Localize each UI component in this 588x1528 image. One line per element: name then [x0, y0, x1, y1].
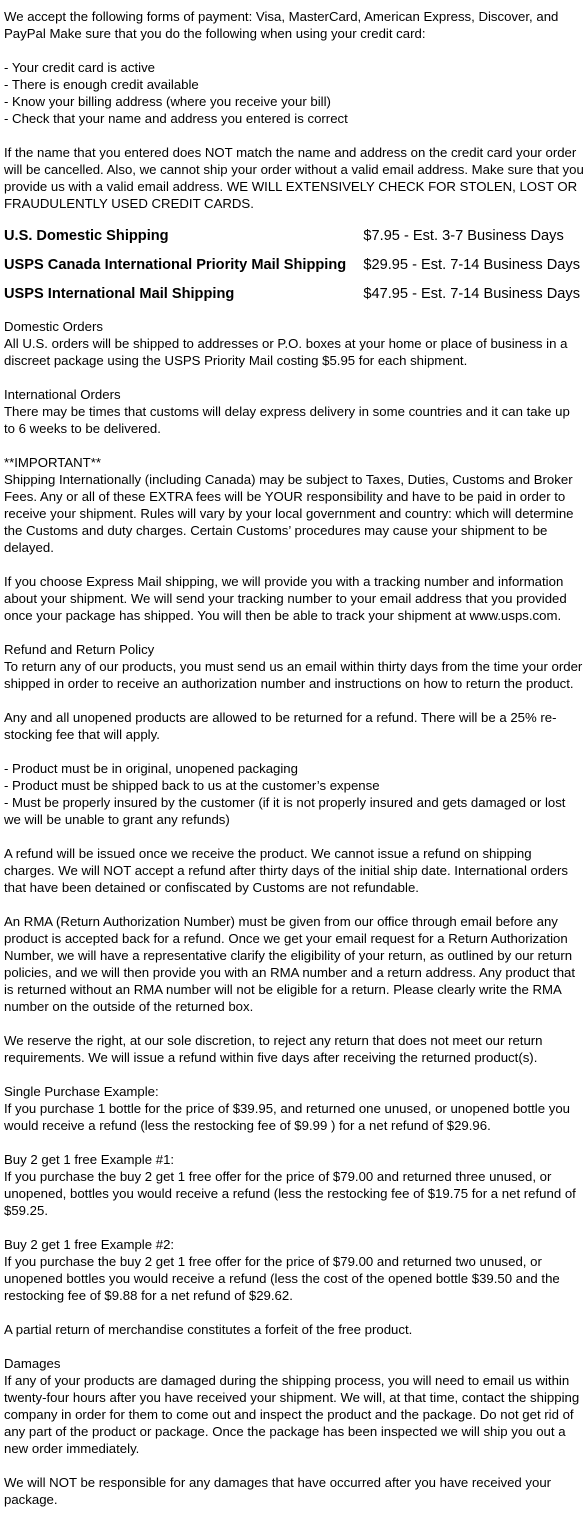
important-notice-section: **IMPORTANT** Shipping Internationally (including Canada) may be subject to Taxes, Duties, Customs and Broker Fees. Any or all of these EXTRA fees will be YOUR responsibility and have to be paid in order to receive your shipment. Rules will vary by your local government and country: which will determine the Customs and duty charges. Certain Customs’ procedures may cause your shipment to be delayed.: [4, 455, 574, 555]
express-mail-paragraph: If you choose Express Mail shipping, we will provide you with a tracking number and information about your shipment. We will send your tracking number to your email address that you provided once your package has shipped. You will then be able to track your shipment at www.usps.com.: [4, 574, 567, 623]
shipping-service-name: U.S. Domestic Shipping: [4, 228, 169, 244]
buy-2-get-1-example-1: Buy 2 get 1 free Example #1: If you purchase the buy 2 get 1 free offer for the price of $79.00 and returned three unused, or unopened, bottles you would receive a refund (less the restocking fee of $19.75 for a net refund of $59.25.: [4, 1152, 576, 1218]
partial-return-paragraph: A partial return of merchandise constitutes a forfeit of the free product.: [4, 1322, 413, 1337]
domestic-orders-section: Domestic Orders All U.S. orders will be shipped to addresses or P.O. boxes at your home or place of business in a discreet package using the USPS Priority Mail costing $5.95 for each shipment.: [4, 319, 568, 368]
single-purchase-example: Single Purchase Example: If you purchase 1 bottle for the price of $39.95, and returned one unused, or unopened bottle you would receive a refund (less the restocking fee of $9.99 ) for a net refund of $29.96.: [4, 1084, 570, 1133]
rma-paragraph: An RMA (Return Authorization Number) must be given from our office through email before any product is accepted back for a refund. Once we get your email request for a Return Authorization Number, we will have a representative clarify the eligibility of your return, as outlined by our return policies, and we will then provide you with an RMA number and a return address. Any product that is returned without an RMA number will not be eligible for a return. Please clearly write the RMA number on the outside of the returned box.: [4, 914, 576, 1014]
shipping-price: $47.95 - Est. 7-14 Business Days: [363, 286, 580, 302]
shipping-rates-table: [2, 222, 582, 309]
credit-card-checklist: - Your credit card is active - There is enough credit available - Know your billing address (where you receive your bill) - Check that your name and address you entered is correct: [4, 60, 348, 126]
shipping-service-name: USPS Canada International Priority Mail Shipping: [4, 257, 347, 273]
return-conditions-list: - Product must be in original, unopened packaging - Product must be shipped back to us at the customer’s expense - Must be properly insured by the customer (if it is not properly insured and gets damaged or lost we will be unable to grant any refunds): [4, 761, 566, 827]
order-cancellation-warning: If the name that you entered does NOT match the name and address on the credit card your order will be cancelled. Also, we cannot ship your order without a valid email address. Make sure that you provide us with a valid email address. WE WILL EXTENSIVELY CHECK FOR STOLEN, LOST OR FRAUDULENTLY USED CREDIT CARDS.: [4, 145, 584, 211]
international-orders-section: International Orders There may be times that customs will delay express delivery in some countries and it can take up to 6 weeks to be delivered.: [4, 387, 570, 436]
reserve-right-paragraph: We reserve the right, at our sole discretion, to reject any return that does not meet our return requirements. We will issue a refund within five days after receiving the returned product(s).: [4, 1033, 543, 1065]
shipping-row-domestic: [2, 222, 582, 251]
shipping-row-canada: [2, 251, 582, 280]
buy-2-get-1-example-2: Buy 2 get 1 free Example #2: If you purchase the buy 2 get 1 free offer for the price of $79.00 and returned two unused, or unopened bottles you would receive a refund (less the cost of the opened bottle $39.50 and the restocking fee of $9.88 for a net refund of $29.62.: [4, 1237, 560, 1303]
shipping-price: $7.95 - Est. 3-7 Business Days: [363, 228, 564, 244]
unopened-products-paragraph: Any and all unopened products are allowed to be returned for a refund. There will be a 25% re-stocking fee that will apply.: [4, 710, 557, 742]
refund-return-policy-section: Refund and Return Policy To return any of our products, you must send us an email within thirty days from the time your order shipped in order to receive an authorization number and instructions on how to return the product.: [4, 642, 583, 691]
not-responsible-paragraph: We will NOT be responsible for any damages that have occurred after you have received your package.: [4, 1475, 552, 1507]
damages-section: Damages If any of your products are damaged during the shipping process, you will need to email us within twenty-four hours after you have received your shipment. We will, at that time, contact the shipping company in order for them to come out and inspect the product and the package. Do not get rid of any part of the product or package. Once the package has been inspected we will ship you out a new order immediately.: [4, 1356, 580, 1456]
shipping-service-name: USPS International Mail Shipping: [4, 286, 235, 302]
payment-methods-paragraph: We accept the following forms of payment: Visa, MasterCard, American Express, Discover, and PayPal Make sure that you do the following when using your credit card:: [4, 9, 559, 41]
shipping-row-international: [2, 280, 582, 309]
shipping-price: $29.95 - Est. 7-14 Business Days: [363, 257, 580, 273]
refund-issue-paragraph: A refund will be issued once we receive the product. We cannot issue a refund on shipping charges. We will NOT accept a refund after thirty days of the initial ship date. International orders that have been detained or confiscated by Customs are not refundable.: [4, 846, 568, 895]
